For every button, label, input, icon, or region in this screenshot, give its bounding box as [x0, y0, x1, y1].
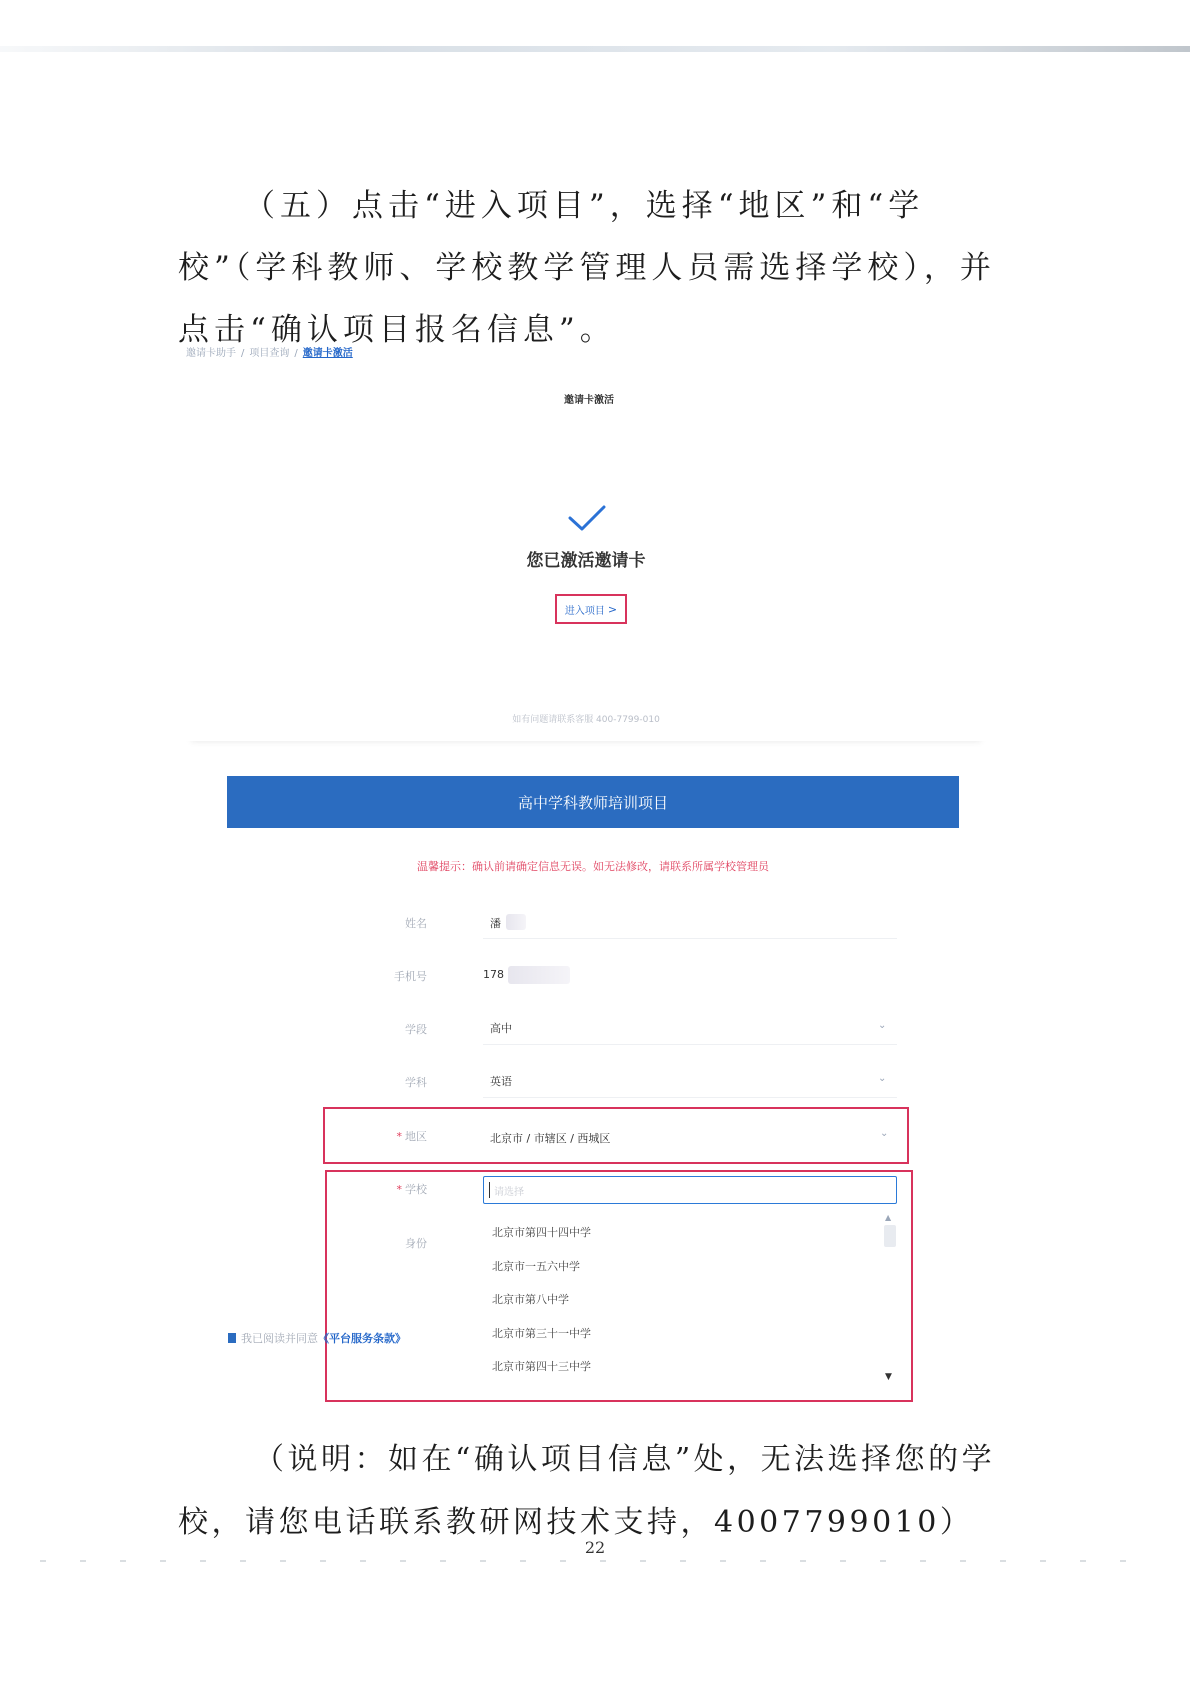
school-option[interactable]: 北京市第四十四中学 [492, 1226, 591, 1239]
text-caret [489, 1182, 490, 1198]
scroll-down-icon[interactable]: ▼ [885, 1372, 892, 1382]
school-option[interactable]: 北京市第四十三中学 [492, 1360, 591, 1373]
chevron-down-icon[interactable]: ⌄ [878, 1020, 887, 1031]
phone-field[interactable]: 178 [483, 968, 504, 981]
school-placeholder: 请选择 [494, 1187, 524, 1198]
subject-select[interactable]: 英语 [490, 1075, 512, 1088]
field-divider [483, 1044, 897, 1045]
breadcrumb: 邀请卡助手 / 项目查询 / 邀请卡激活 [186, 348, 353, 359]
card-title: 邀请卡激活 [564, 395, 614, 406]
stage-select[interactable]: 高中 [490, 1022, 512, 1035]
school-select-input[interactable] [483, 1176, 897, 1204]
region-select[interactable]: 北京市 / 市辖区 / 西城区 [490, 1132, 611, 1145]
activation-success-text: 您已激活邀请卡 [526, 551, 646, 571]
breadcrumb-item[interactable]: 项目查询 [249, 348, 290, 359]
redaction-blur [508, 966, 570, 984]
school-option[interactable]: 北京市第八中学 [492, 1293, 569, 1306]
instruction-note: （说明：如在“确认项目信息”处，无法选择您的学校，请您电话联系教研网技术支持，4007799010） [178, 1442, 996, 1540]
breadcrumb-current[interactable]: 邀请卡激活 [302, 348, 353, 359]
role-label: 身份 [405, 1237, 427, 1250]
project-banner: 高中学科教师培训项目 [227, 776, 959, 828]
field-divider [483, 938, 897, 939]
terms-link[interactable]: 《平台服务条款》 [318, 1332, 406, 1345]
agreement-row [228, 1330, 406, 1346]
school-highlight-box [325, 1170, 913, 1402]
school-label: * 学校 [396, 1183, 427, 1196]
name-label: 姓名 [405, 917, 427, 930]
phone-label: 手机号 [394, 970, 427, 983]
warning-tip: 温馨提示：确认前请确定信息无误。如无法修改，请联系所属学校管理员 [417, 860, 769, 873]
region-label: * 地区 [396, 1130, 427, 1143]
school-option[interactable]: 北京市第三十一中学 [492, 1327, 591, 1340]
scrollbar-thumb[interactable] [884, 1225, 896, 1247]
name-field[interactable]: 潘 [490, 917, 501, 930]
chevron-right-icon: > [607, 602, 618, 616]
field-divider [483, 1097, 897, 1098]
instruction-step5: （五）点击“进入项目”，选择“地区”和“学校”（学科教师、学校教学管理人员需选择学校），并点击“确认项目报名信息”。 [178, 188, 996, 348]
agreement-text: 我已阅读并同意 [241, 1332, 318, 1345]
enter-project-label: 进入项目 [564, 605, 605, 617]
stage-label: 学段 [405, 1023, 427, 1036]
chevron-down-icon[interactable]: ⌄ [878, 1073, 887, 1084]
redaction-blur [506, 914, 526, 930]
subject-label: 学科 [405, 1076, 427, 1089]
page-number: 22 [584, 1538, 606, 1557]
scroll-up-icon[interactable]: ▲ [885, 1213, 892, 1222]
scan-edge-bottom [40, 1560, 1140, 1562]
chevron-down-icon[interactable]: ⌄ [880, 1128, 889, 1139]
agreement-checkbox[interactable] [228, 1333, 236, 1343]
school-option[interactable]: 北京市一五六中学 [492, 1260, 580, 1273]
contact-info: 如有问题请联系客服 400-7799-010 [512, 715, 660, 725]
breadcrumb-item[interactable]: 邀请卡助手 [186, 348, 236, 359]
